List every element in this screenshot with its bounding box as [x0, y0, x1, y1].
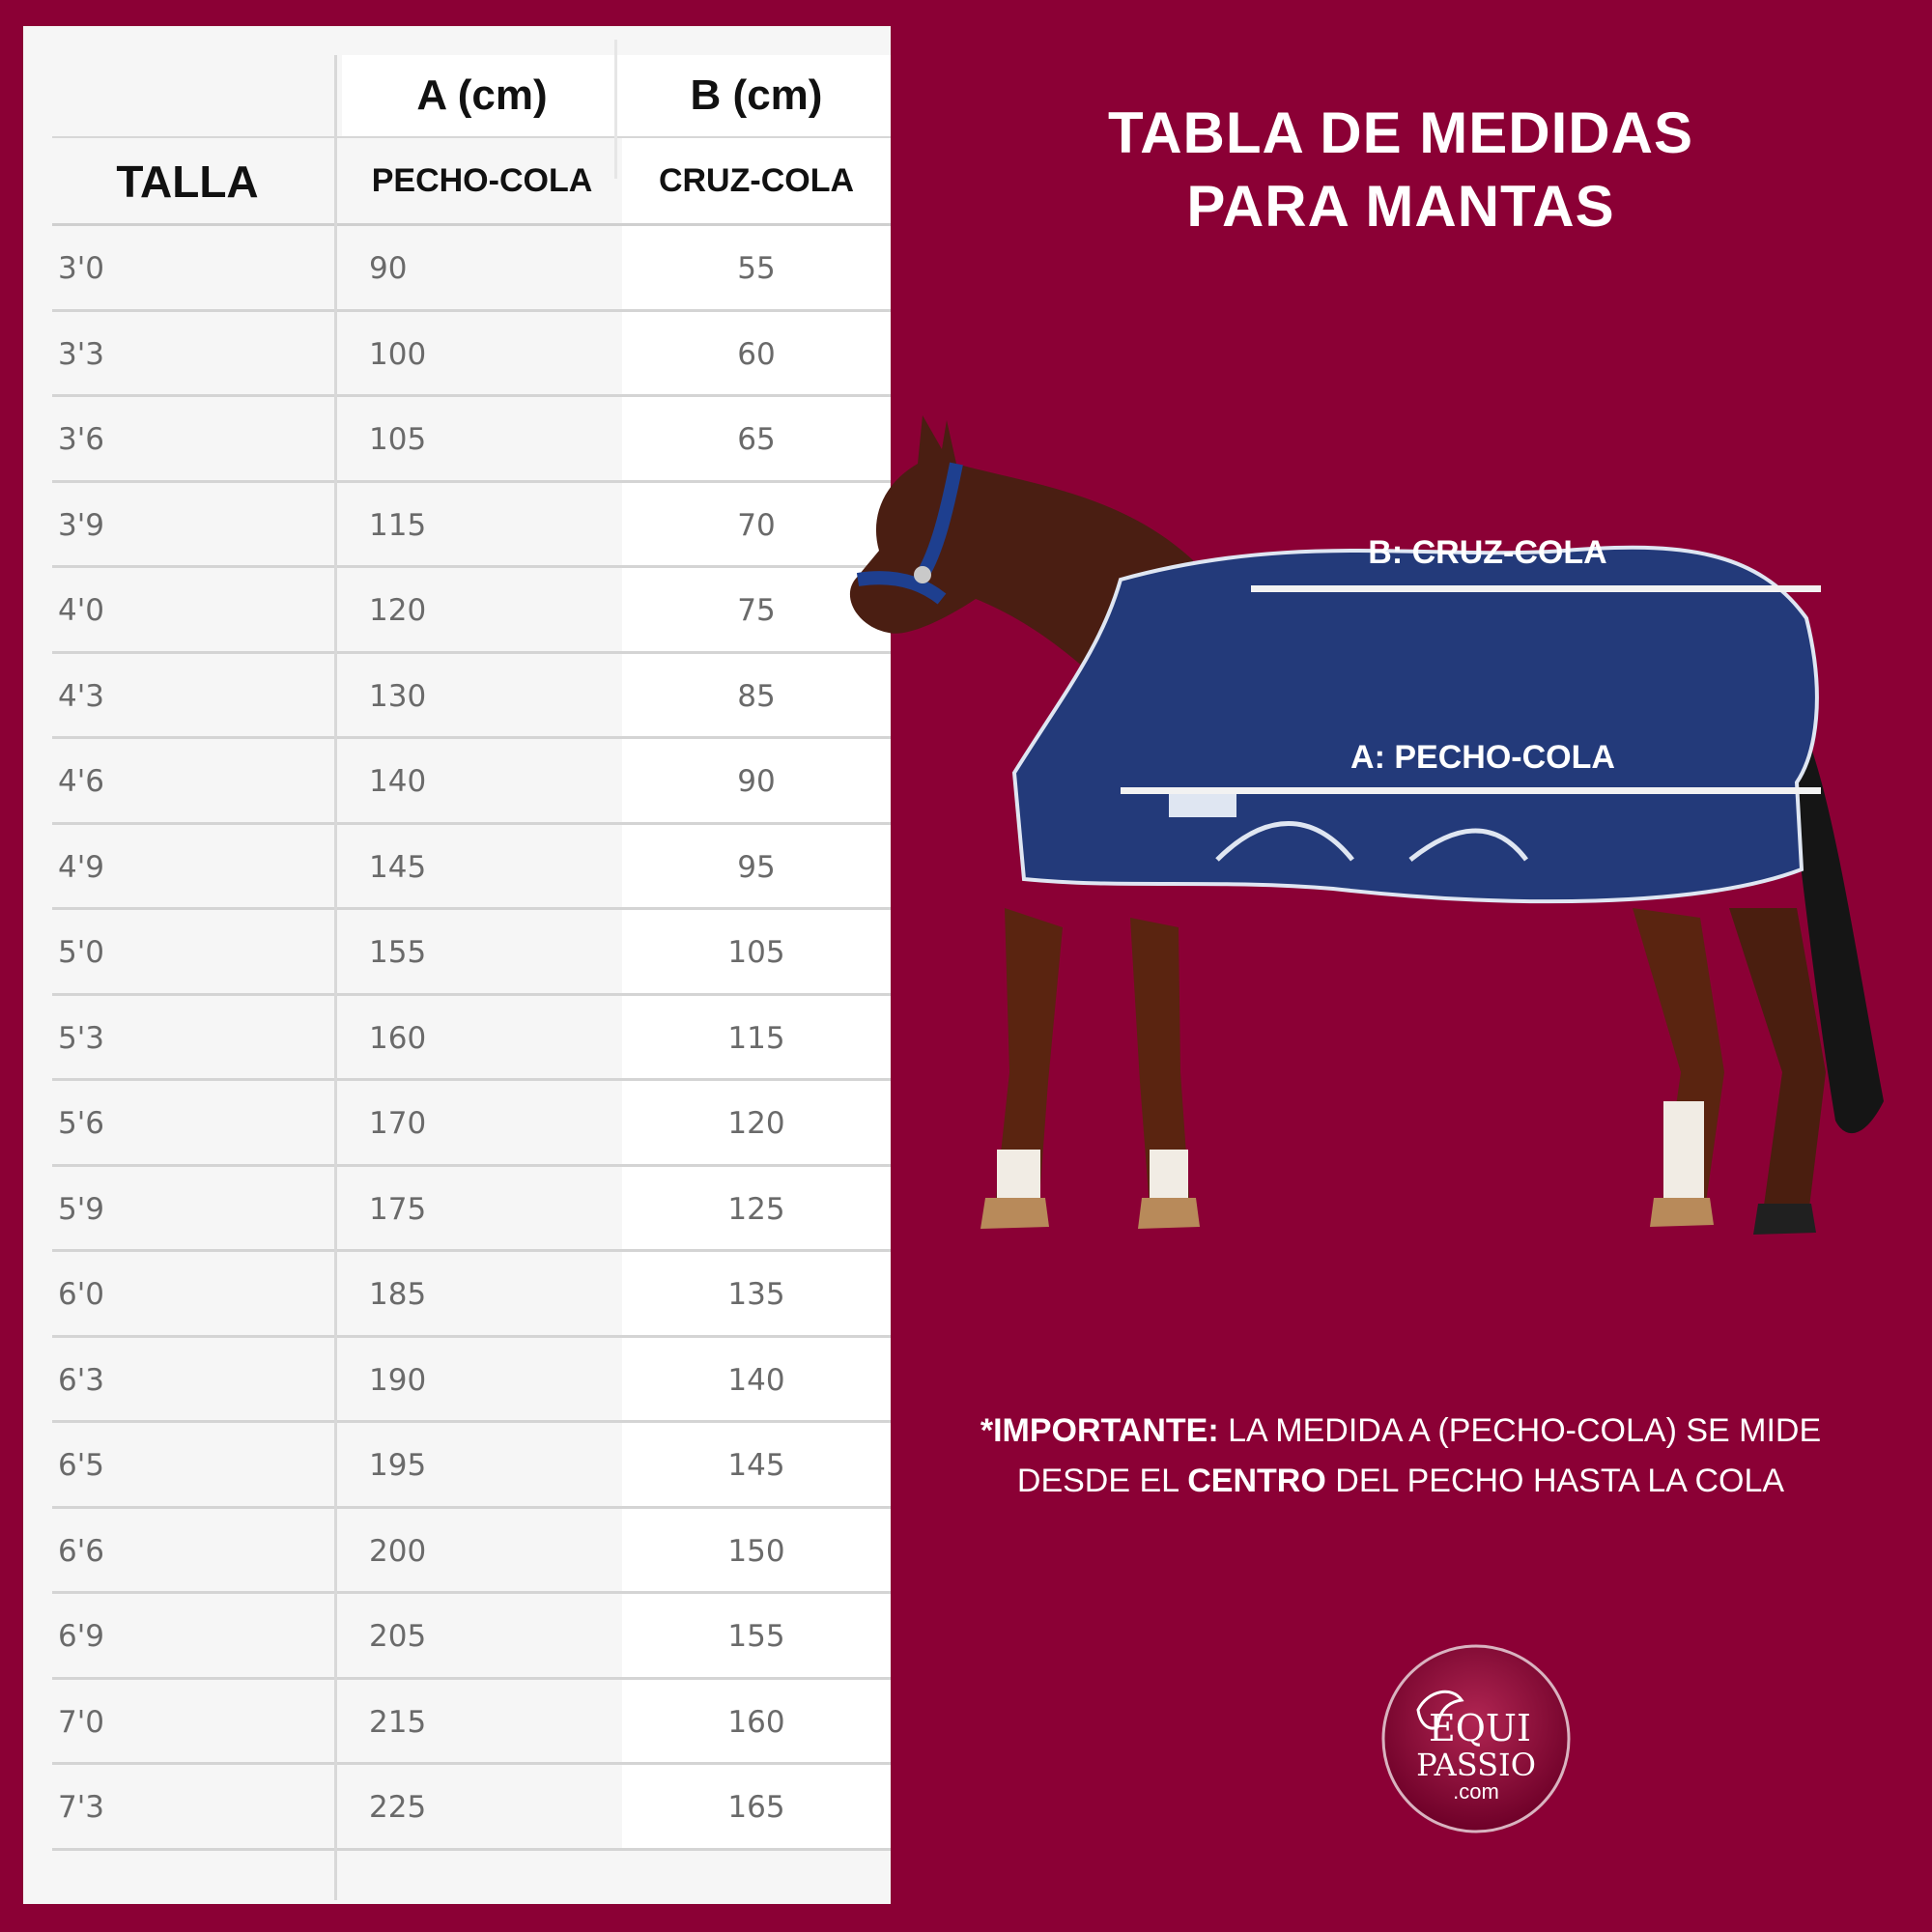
size-cell: 6'6 [58, 1533, 104, 1569]
cruz-cola-cell: 60 [622, 312, 891, 395]
measure-label-b: B: CRUZ-COLA [1368, 534, 1607, 571]
table-row [52, 1594, 891, 1680]
size-table-panel [23, 26, 891, 1904]
cruz-cola-cell: 140 [622, 1338, 891, 1421]
blanket-brand-tag [1169, 792, 1236, 817]
pecho-cola-cell: 185 [369, 1277, 427, 1312]
pecho-cola-cell: 90 [369, 251, 408, 286]
pecho-cola-cell: 175 [369, 1191, 427, 1227]
table-row [52, 312, 891, 398]
header-col-b-sub: CRUZ-COLA [622, 138, 891, 223]
table-row [52, 996, 891, 1082]
size-cell: 4'6 [58, 764, 104, 799]
pecho-cola-cell: 170 [369, 1106, 427, 1141]
table-row [52, 1509, 891, 1595]
table-body [52, 226, 891, 1851]
pecho-cola-cell: 105 [369, 422, 427, 457]
table-row [52, 910, 891, 996]
column-divider [334, 55, 337, 1900]
pecho-cola-cell: 200 [369, 1533, 427, 1569]
column-divider [614, 40, 617, 179]
pecho-cola-cell: 100 [369, 336, 427, 372]
size-cell: 6'3 [58, 1362, 104, 1398]
cruz-cola-cell: 90 [622, 739, 891, 822]
important-note [927, 1406, 1874, 1506]
size-cell: 7'3 [58, 1790, 104, 1825]
cruz-cola-cell: 120 [622, 1081, 891, 1164]
pecho-cola-cell: 140 [369, 764, 427, 799]
pecho-cola-cell: 115 [369, 507, 427, 543]
cruz-cola-cell: 75 [622, 568, 891, 651]
header-col-a-sub: PECHO-COLA [371, 162, 593, 199]
size-cell: 3'3 [58, 336, 104, 372]
size-cell: 4'9 [58, 849, 104, 885]
logo-text-3: .com [1453, 1779, 1499, 1804]
pecho-cola-cell: 155 [369, 935, 427, 970]
size-cell: 3'0 [58, 251, 104, 286]
pecho-cola-cell: 130 [369, 678, 427, 714]
cruz-cola-cell: 85 [622, 654, 891, 737]
title-line-1: TABLA DE MEDIDAS [1108, 100, 1693, 165]
table-header-units [52, 55, 891, 136]
pecho-cola-cell: 215 [369, 1704, 427, 1740]
blanket-icon [1014, 548, 1817, 901]
table-row [52, 1765, 891, 1851]
table-row [52, 1252, 891, 1338]
size-cell: 3'6 [58, 422, 104, 457]
measure-label-a: A: PECHO-COLA [1350, 739, 1615, 776]
cruz-cola-cell: 160 [622, 1680, 891, 1763]
note-emphasis: CENTRO [1187, 1463, 1326, 1499]
cruz-cola-cell: 165 [622, 1765, 891, 1848]
size-cell: 6'5 [58, 1448, 104, 1483]
cruz-cola-cell: 95 [622, 825, 891, 908]
logo-text-2: PASSIO [1416, 1747, 1536, 1783]
cruz-cola-cell: 145 [622, 1423, 891, 1506]
cruz-cola-cell: 135 [622, 1252, 891, 1335]
table-header-labels [52, 136, 891, 226]
note-text-2: DEL PECHO HASTA LA COLA [1325, 1463, 1785, 1499]
table-row [52, 654, 891, 740]
cruz-cola-cell: 105 [622, 910, 891, 993]
cruz-cola-cell: 55 [622, 226, 891, 309]
header-size: TALLA [116, 156, 259, 207]
header-col-a: A (cm) [342, 55, 622, 136]
pecho-cola-cell: 225 [369, 1790, 427, 1825]
table-row [52, 739, 891, 825]
pecho-cola-cell: 145 [369, 849, 427, 885]
header-col-b: B (cm) [622, 55, 891, 136]
pecho-cola-cell: 160 [369, 1020, 427, 1056]
table-row [52, 1338, 891, 1424]
pecho-cola-cell: 120 [369, 593, 427, 628]
table-row [52, 1081, 891, 1167]
table-row [52, 568, 891, 654]
page-title [947, 97, 1855, 243]
measure-line-a [1121, 787, 1821, 794]
size-cell: 4'0 [58, 593, 104, 628]
size-cell: 3'9 [58, 507, 104, 543]
pecho-cola-cell: 195 [369, 1448, 427, 1483]
note-text-1: LA MEDIDA A (PECHO-COLA) SE MIDE DESDE EL [1016, 1412, 1822, 1499]
size-cell: 5'9 [58, 1191, 104, 1227]
size-cell: 4'3 [58, 678, 104, 714]
size-cell: 6'9 [58, 1619, 104, 1654]
cruz-cola-cell: 70 [622, 483, 891, 566]
pecho-cola-cell: 190 [369, 1362, 427, 1398]
title-line-2: PARA MANTAS [1186, 174, 1615, 239]
size-cell: 5'6 [58, 1106, 104, 1141]
equipassio-logo [1379, 1642, 1573, 1835]
size-cell: 5'3 [58, 1020, 104, 1056]
table-row [52, 397, 891, 483]
measure-line-b [1251, 585, 1821, 592]
logo-text-1: EQUI [1429, 1707, 1531, 1749]
cruz-cola-cell: 125 [622, 1167, 891, 1250]
table-row [52, 1680, 891, 1766]
size-table [52, 55, 891, 1851]
note-prefix: *IMPORTANTE: [980, 1412, 1219, 1449]
size-cell: 6'0 [58, 1277, 104, 1312]
table-row [52, 1167, 891, 1253]
table-row [52, 483, 891, 569]
pecho-cola-cell: 205 [369, 1619, 427, 1654]
table-row [52, 825, 891, 911]
cruz-cola-cell: 155 [622, 1594, 891, 1677]
table-row [52, 226, 891, 312]
table-row [52, 1423, 891, 1509]
size-cell: 7'0 [58, 1704, 104, 1740]
cruz-cola-cell: 150 [622, 1509, 891, 1592]
cruz-cola-cell: 115 [622, 996, 891, 1079]
cruz-cola-cell: 65 [622, 397, 891, 480]
size-cell: 5'0 [58, 935, 104, 970]
